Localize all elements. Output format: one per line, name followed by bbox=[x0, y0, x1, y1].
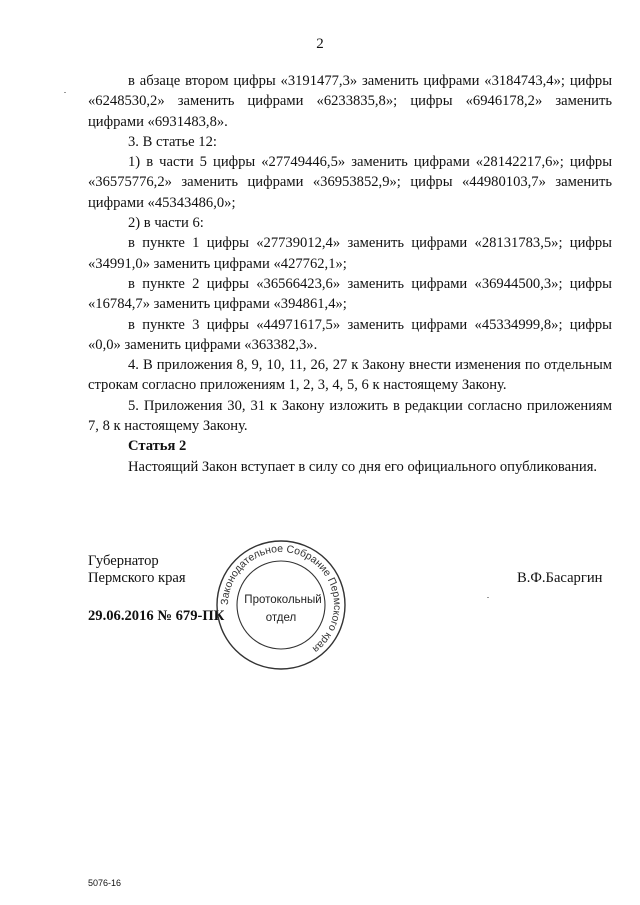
seal-ring-text: Законодательное Собрание Пермского края bbox=[218, 542, 344, 656]
paragraph-appendix-changes: 4. В приложения 8, 9, 10, 11, 26, 27 к Закону внести изменения по отдельным строкам согласно приложениям 1, 2, 3, 4, 5, 6 к настоящему Закону. bbox=[88, 357, 612, 394]
paragraph-item-3: в пункте 3 цифры «44971617,5» заменить цифрами «45334999,8»; цифры «0,0» заменить цифрами «363382,3». bbox=[88, 316, 612, 353]
scan-speck bbox=[487, 597, 489, 598]
enactment-paragraph: Настоящий Закон вступает в силу со дня его официального опубликования. bbox=[128, 458, 598, 475]
signatory-title-line1: Губернатор bbox=[88, 553, 159, 569]
signatory-title bbox=[88, 553, 186, 587]
page-number: 2 bbox=[316, 36, 324, 52]
signatory-name: В.Ф.Басаргин bbox=[517, 570, 603, 586]
paragraph-part-6: 2) в части 6: bbox=[128, 215, 204, 232]
paragraph-part-5: 1) в части 5 цифры «27749446,5» заменить цифрами «28142217,6»; цифры «36575776,2» заменить цифрами «36953852,9»; цифры «44980103,7» заменить цифрами «45343486,0»; bbox=[88, 154, 612, 211]
date-and-number: 29.06.2016 № 679-ПК bbox=[88, 608, 225, 624]
document-body bbox=[88, 71, 612, 477]
paragraph-article-12: 3. В статье 12: bbox=[128, 133, 217, 150]
paragraph-amend-abzac: в абзаце втором цифры «3191477,3» заменить цифрами «3184743,4»; цифры «6248530,2» заменить цифрами «6233835,8»; цифры «6946178,2» заменить цифрами «6931483,8». bbox=[88, 73, 612, 130]
document-code: 5076-16 bbox=[88, 878, 122, 888]
seal-center-line1: Протокольный bbox=[244, 594, 322, 606]
signatory-title-line2: Пермского края bbox=[88, 570, 186, 586]
paragraph-item-1: в пункте 1 цифры «27739012,4» заменить цифрами «28131783,5»; цифры «34991,0» заменить цифрами «427762,1»; bbox=[88, 235, 612, 272]
scan-speck bbox=[64, 92, 66, 93]
paragraph-item-2: в пункте 2 цифры «36566423,6» заменить цифрами «36944500,3»; цифры «16784,7» заменить цифрами «394861,4»; bbox=[88, 275, 612, 313]
paragraph-appendix-new-edition: 5. Приложения 30, 31 к Закону изложить в редакции согласно приложениям 7, 8 к настоящему Закону. bbox=[88, 397, 612, 435]
official-seal-stamp bbox=[213, 537, 349, 673]
seal-center-line2: отдел bbox=[265, 612, 297, 624]
article-2-heading: Статья 2 bbox=[128, 438, 187, 455]
